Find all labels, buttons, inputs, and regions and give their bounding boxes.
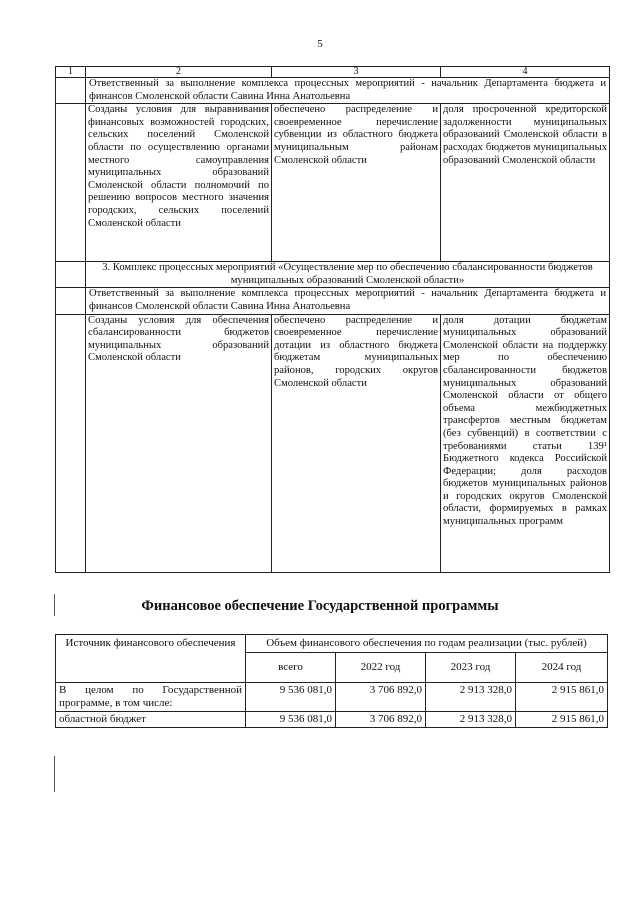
value-2022: 3 706 892,0 xyxy=(336,712,426,728)
value-2022: 3 706 892,0 xyxy=(336,683,426,712)
year-2023-header: 2023 год xyxy=(426,653,516,683)
volume-header: Объем финансового обеспечения по годам реализации (тыс. рублей) xyxy=(246,635,608,653)
task-description-1: Созданы условия для выравнивания финансовых возможностей городских, сельских поселений Смоленской области по осуществлению органами местного самоуправления муниципальных образований Смоленской области полномочий по решению вопросов местного значения городских, сельских поселений Смоленской области xyxy=(86,104,272,262)
indicator-link-2: доля дотации бюджетам муниципальных образований Смоленской области на поддержку мер по обеспечению сбалансированности бюджетов муниципальных образований Смоленской области от общего объема межбюджетных трансфертов местным бюджетам (без субвенций) в соответствии с требованиями статьи 139¹ Бюджетного кодекса Российской Федерации; доля расходов бюджетов муниципальных районов и городских округов Смоленской области, формируемых в рамках муниципальных программ xyxy=(441,314,610,572)
year-2024-header: 2024 год xyxy=(516,653,608,683)
table-row xyxy=(56,78,610,104)
table-row xyxy=(56,288,610,314)
header-col-1: 1 xyxy=(56,67,86,78)
page-number: 5 xyxy=(317,38,323,50)
finance-table xyxy=(55,634,608,728)
row-label: областной бюджет xyxy=(56,712,246,728)
table-row xyxy=(56,104,610,262)
value-2023: 2 913 328,0 xyxy=(426,712,516,728)
table-header-row xyxy=(56,67,610,78)
table-row xyxy=(56,683,608,712)
section-3-title: 3. Комплекс процессных мероприятий «Осуществление мер по обеспечению сбалансированности бюджетов муниципальных образований Смоленской области» xyxy=(86,262,610,288)
value-2024: 2 915 861,0 xyxy=(516,683,608,712)
value-total: 9 536 081,0 xyxy=(246,712,336,728)
table-row xyxy=(56,262,610,288)
value-total: 9 536 081,0 xyxy=(246,683,336,712)
program-structure-table xyxy=(55,66,610,573)
scan-margin-mark xyxy=(54,594,55,616)
value-2024: 2 915 861,0 xyxy=(516,712,608,728)
year-2022-header: 2022 год xyxy=(336,653,426,683)
expected-effect-1: обеспечено распределение и своевременное перечисление субвенции из областного бюджета муниципальным районам Смоленской области xyxy=(272,104,441,262)
table-row xyxy=(56,314,610,572)
value-2023: 2 913 328,0 xyxy=(426,683,516,712)
responsible-person-1: Ответственный за выполнение комплекса процессных мероприятий - начальник Департамента бюджета и финансов Смоленской области Савина Инна Анатольевна xyxy=(86,78,610,104)
indicator-link-1: доля просроченной кредиторской задолженности муниципальных образований Смоленской области в расходах бюджетов муниципальных образований Смоленской области xyxy=(441,104,610,262)
finance-header-row xyxy=(56,635,608,653)
header-col-2: 2 xyxy=(86,67,272,78)
source-header: Источник финансового обеспечения xyxy=(56,635,246,683)
header-col-3: 3 xyxy=(272,67,441,78)
scan-margin-mark xyxy=(54,756,55,792)
header-col-4: 4 xyxy=(441,67,610,78)
finance-section-title: Финансовое обеспечение Государственной программы xyxy=(141,598,499,614)
task-description-2: Созданы условия для обеспечения сбалансированности бюджетов муниципальных образований Смоленской области xyxy=(86,314,272,572)
row-label: В целом по Государственной программе, в том числе: xyxy=(56,683,246,712)
expected-effect-2: обеспечено распределение и своевременное перечисление дотации из областного бюджета бюджетам муниципальных районов, городских округов Смоленской области xyxy=(272,314,441,572)
responsible-person-2: Ответственный за выполнение комплекса процессных мероприятий - начальник Департамента бюджета и финансов Смоленской области Савина Инна Анатольевна xyxy=(86,288,610,314)
table-row xyxy=(56,712,608,728)
year-total-header: всего xyxy=(246,653,336,683)
